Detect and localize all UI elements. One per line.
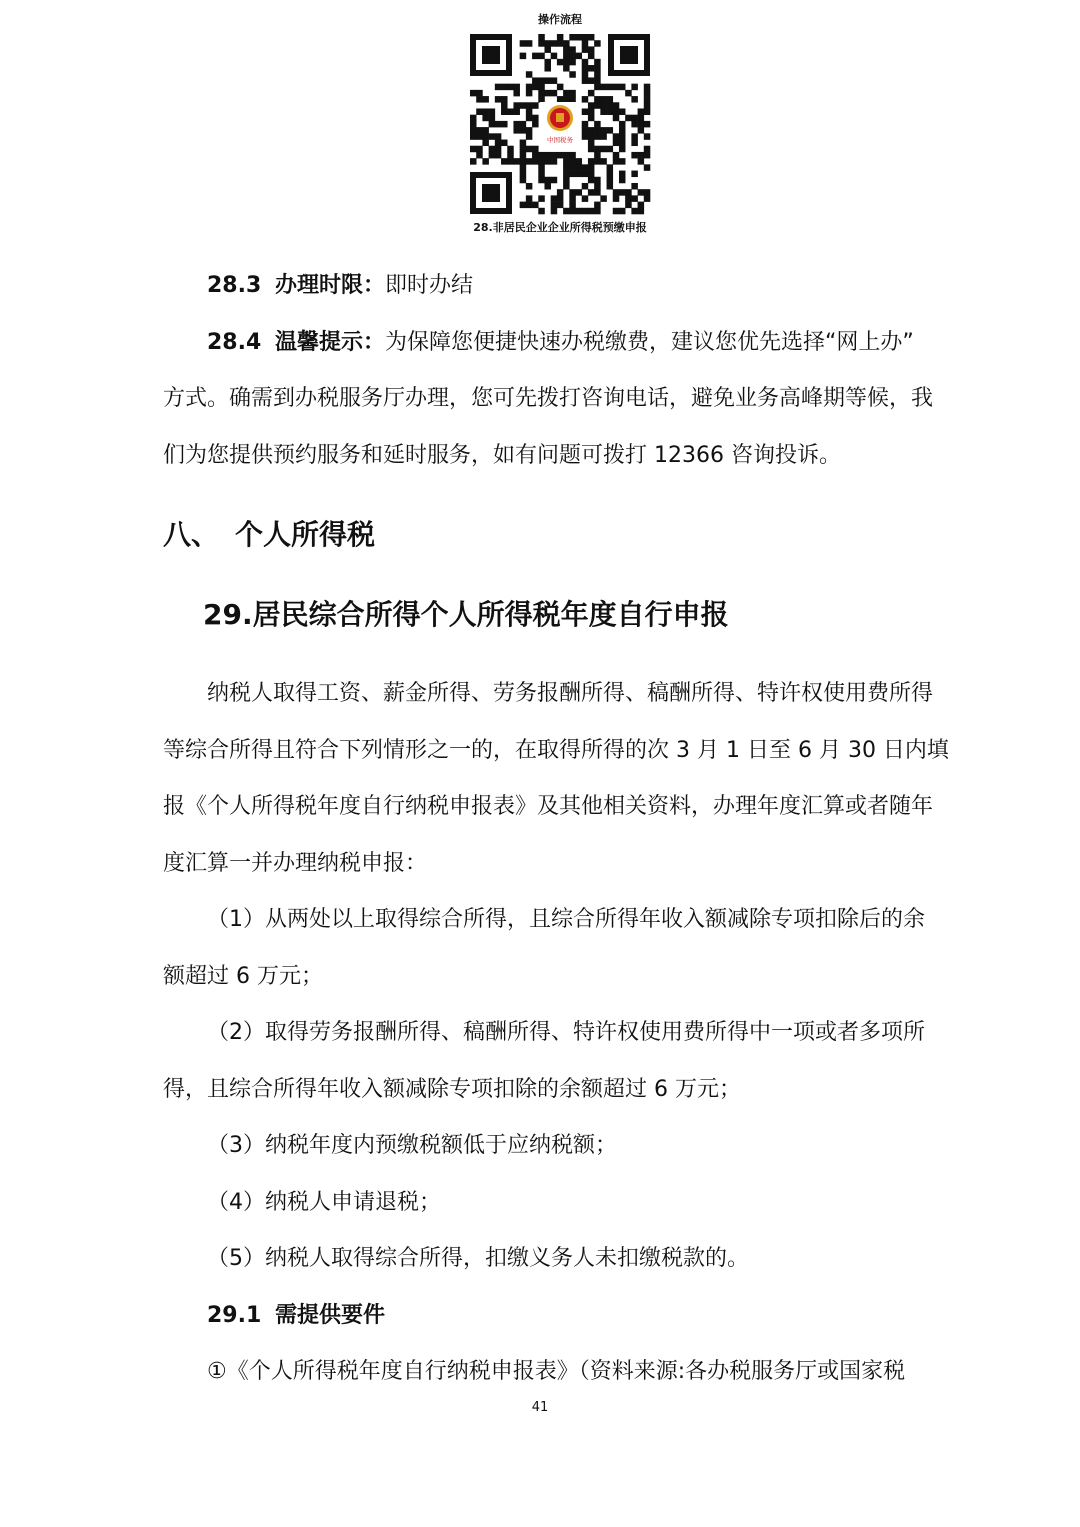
intro-line: 等综合所得且符合下列情形之一的，在取得所得的次 3 月 1 日至 6 月 30 日内填	[163, 737, 949, 763]
list-item-2-line2: 得，且综合所得年收入额减除专项扣除的余额超过 6 万元；	[163, 1076, 741, 1102]
intro-line: 度汇算一并办理纳税申报：	[163, 850, 428, 876]
list-item-4: （4）纳税人申请退税；	[207, 1189, 441, 1215]
section-28-4-line3: 们为您提供预约服务和延时服务，如有问题可拨打 12366 咨询投诉。	[163, 442, 841, 468]
list-item-5: （5）纳税人取得综合所得，扣缴义务人未扣缴税款的。	[207, 1246, 749, 1271]
section-28-4-line2: 方式。确需到办税服务厅办理，您可先拨打咨询电话，避免业务高峰期等候，我	[163, 386, 934, 411]
list-item-3: （3）纳税年度内预缴税额低于应纳税额；	[207, 1133, 617, 1158]
subsection-number: 29.1	[207, 1302, 262, 1328]
qr-code-image	[466, 30, 654, 218]
qr-caption-bottom: 28.非居民企业企业所得税预缴申报	[473, 221, 647, 234]
section-29-intro	[163, 666, 949, 892]
section-29-heading: 29.居民综合所得个人所得税年度自行申报	[203, 598, 729, 631]
section-number: 28.3	[207, 273, 262, 298]
section-label: 办理时限：	[275, 273, 386, 298]
required-document-1: ①《个人所得税年度自行纳税申报表》（资料来源:各办税服务厅或国家税	[207, 1359, 906, 1384]
page-number: 41	[531, 1400, 549, 1415]
intro-line: 报《个人所得税年度自行纳税申报表》及其他相关资料，办理年度汇算或者随年	[163, 794, 934, 819]
section-text: 即时办结	[385, 273, 474, 298]
tax-emblem-icon	[547, 105, 574, 144]
section-28-4-line1	[163, 315, 920, 372]
section-number: 28.4	[207, 329, 262, 355]
document-body	[163, 258, 949, 1401]
chapter-heading	[163, 495, 920, 575]
subsection-title: 需提供要件	[275, 1302, 386, 1328]
list-item-1-line2: 额超过 6 万元；	[163, 963, 323, 989]
section-28-3	[163, 258, 920, 315]
section-label: 温馨提示：	[275, 329, 386, 355]
subsection-29-1	[163, 1288, 920, 1345]
list-item-1-line1: （1）从两处以上取得综合所得，且综合所得年收入额减除专项扣除后的余	[207, 907, 925, 932]
qr-caption-top: 操作流程	[538, 13, 582, 26]
chapter-title: 个人所得税	[235, 518, 376, 551]
list-item-2-line1: （2）取得劳务报酬所得、稿酬所得、特许权使用费所得中一项或者多项所	[207, 1020, 925, 1045]
svg-text:中国税务: 中国税务	[547, 136, 573, 144]
chapter-mark: 八、	[163, 518, 220, 551]
section-text: 为保障您便捷快速办税缴费，建议您优先选择“网上办”	[385, 329, 914, 355]
qr-block	[462, 12, 658, 236]
intro-line: 纳税人取得工资、薪金所得、劳务报酬所得、稿酬所得、特许权使用费所得	[207, 681, 934, 706]
